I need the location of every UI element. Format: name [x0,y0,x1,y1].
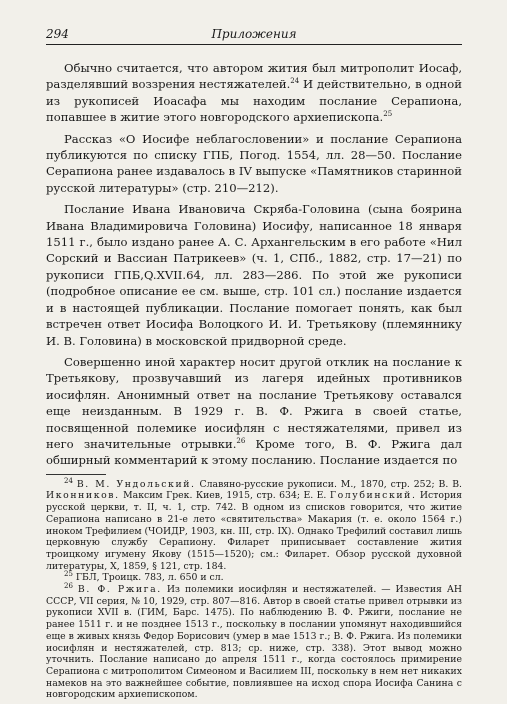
footnote-25 [46,572,462,584]
footnote-26 [46,581,462,701]
footnote-text: Максим Грек. Киев, 1915, стр. 634; Е. Е. [119,490,330,502]
footnote-author: В. М. Ундольский. [76,478,196,490]
footnote-author: В. Ф. Ржига. [77,584,162,596]
paragraph-4 [46,354,462,469]
paragraph-text: Совершенно иной характер носит другой отклик на послание к Третьякову, прозвучавший из лагеря идейных противников иосифлян. Анонимный ответ на послание Третьякову оставался еще неизданным. В 1929 г. В. Ф. Ржига в своей статье, посвященной полемике иосифлян с нестяжателями, привел из него значительные отрывки. [46,354,462,451]
footnote-text: История русской церкви, т. II, ч. 1, стр. 742. В одном из списков говорится, что житие Серапиона написано в 21-е лето «святительства» Макария (т. е. около 1564 г.) иноком Трефилием (ЧОИДР, 1903, кн. III, стр. IX). Однако Трефилий составил лишь церковную службу Серапиону. Филарет приписывает составление жития троицкому игумену Якову (1515—1520); см.: Филарет. Обзор русской духовной литературы, Х, 1859, § 121, стр. 184. [46,490,463,572]
main-text [46,60,462,701]
footnote-divider [46,474,106,475]
running-title: Приложения [211,27,297,41]
footnote-text: ГБЛ, Троицк. 783, л. 650 и сл. [75,572,224,584]
running-header [46,26,462,45]
paragraph-1 [46,60,462,126]
footnote-ref: 26 [236,437,246,446]
paragraph-2: Рассказ «О Иосифе неблагословении» и послание Серапиона публикуются по списку ГПБ, Погод. 1554, лл. 28—50. Послание Серапиона ранее издавалось в IV выпуске «Памятников старинной русской литературы» (стр. 210—212). [46,131,462,195]
book-page [46,0,462,704]
page-number: 294 [46,27,69,41]
footnote-author: Голубинский. [329,490,417,502]
footnote-ref: 25 [383,110,393,119]
footnote-number: 25 [64,570,73,579]
footnote-text: Славяно-русские рукописи. М., 1870, стр. 252; В. В. [195,478,462,490]
footnote-24 [46,476,463,573]
paragraph-3: Послание Ивана Ивановича Скряба-Головина (сына боярина Ивана Владимировича Головина) Иосифу, написанное 18 января 1511 г., было издано ранее А. С. Архангельским в его работе «Нил Сорский и Вассиан Патрикеев» (ч. 1, СПб., 1882, стр. 17—21) по рукописи ГПБ,Q.XVII.64, лл. 283—286. По этой же рукописи (подробное описание ее см. выше, стр. 101 сл.) послание издается и в настоящей публикации. Послание помогает понять, как был встречен ответ Иосифа Волоцкого И. И. Третьякову (племяннику И. В. Головина) в московской придворной среде. [46,202,462,348]
footnote-author: Иконников. [46,490,120,502]
paragraph-text: И действительно, в одной из рукописей Иоасафа мы находим послание Серапиона, попавшее в житие этого новгородского архиепископа. [46,77,462,125]
footnote-text: Из полемики иосифлян и нестяжателей. — Известия АН СССР, VII серия, № 10, 1929, стр. 807—816. Автор в своей статье привел отрывки из рукописи XVII в. (ГИМ, Барс. 1475). По наблюдению В. Ф. Ржиги, послание не ранее 1511 г. и не позднее 1513 г., поскольку в послании упомянут находившийся еще в живых князь Федор Борисович (умер в мае 1513 г.; В. Ф. Ржига. Из полемики иосифлян и нестяжателей, стр. 813; ср. ниже, стр. 338). Этот вывод можно уточнить. Послание написано до апреля 1511 г., когда состоялось примирение Серапиона с митрополитом Симеоном и Василием III, поскольку в нем нет никаких намеков на это важнейшее событие, повлиявшее на исход спора Иосифа Санина с новгородским архиепископом. [46,584,462,701]
footnote-number: 24 [64,476,73,485]
paragraph-text: Кроме того, В. Ф. Ржига дал обширный комментарий к этому посланию. Послание издается по [46,436,462,468]
footnote-ref: 24 [290,77,300,86]
footnote-number: 26 [64,581,73,590]
paragraph-text: Обычно считается, что автором жития был митрополит Иосаф, разделявший воззрения нестяжателей. [46,61,462,92]
